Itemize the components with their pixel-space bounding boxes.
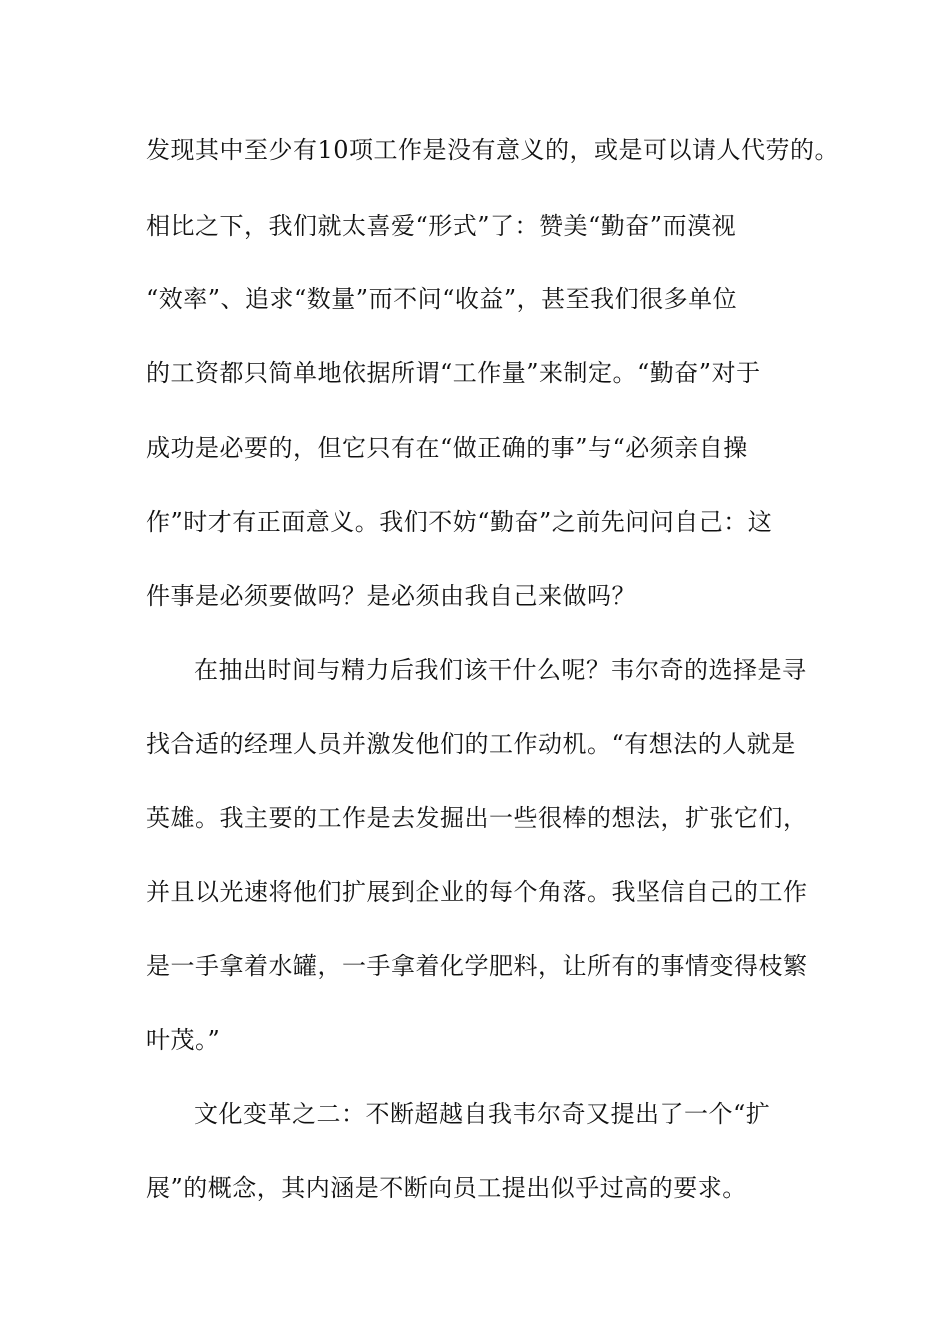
- text-line: 相比之下，我们就太喜爱“形式”了：赞美“勤奋”而漠视: [146, 212, 737, 240]
- text-line: 是一手拿着水罐，一手拿着化学肥料，让所有的事情变得枝繁: [146, 952, 808, 980]
- text-line: 成功是必要的，但它只有在“做正确的事”与“必须亲自操: [146, 434, 748, 462]
- paragraph-start-line: 在抽出时间与精力后我们该干什么呢？韦尔奇的选择是寻: [194, 656, 807, 684]
- text-line: 找合适的经理人员并激发他们的工作动机。“有想法的人就是: [146, 730, 796, 758]
- text-line: 发现其中至少有10项工作是没有意义的，或是可以请人代劳的。: [146, 136, 840, 164]
- text-line: 叶茂。”: [146, 1026, 221, 1054]
- text-line: 并且以光速将他们扩展到企业的每个角落。我坚信自己的工作: [146, 878, 808, 906]
- text-line: 英雄。我主要的工作是去发掘出一些很棒的想法，扩张它们，: [146, 804, 808, 832]
- text-line: 件事是必须要做吗？是必须由我自己来做吗？: [146, 582, 636, 610]
- text-line: 作”时才有正面意义。我们不妨“勤奋”之前先问问自己：这: [146, 508, 773, 536]
- text-line: “效率”、追求“数量”而不问“收益”，甚至我们很多单位: [146, 285, 738, 313]
- paragraph-start-line: 文化变革之二：不断超越自我韦尔奇又提出了一个“扩: [194, 1100, 771, 1128]
- text-line: 展”的概念，其内涵是不断向员工提出似乎过高的要求。: [146, 1174, 747, 1202]
- text-line: 的工资都只简单地依据所谓“工作量”来制定。“勤奋”对于: [146, 359, 761, 387]
